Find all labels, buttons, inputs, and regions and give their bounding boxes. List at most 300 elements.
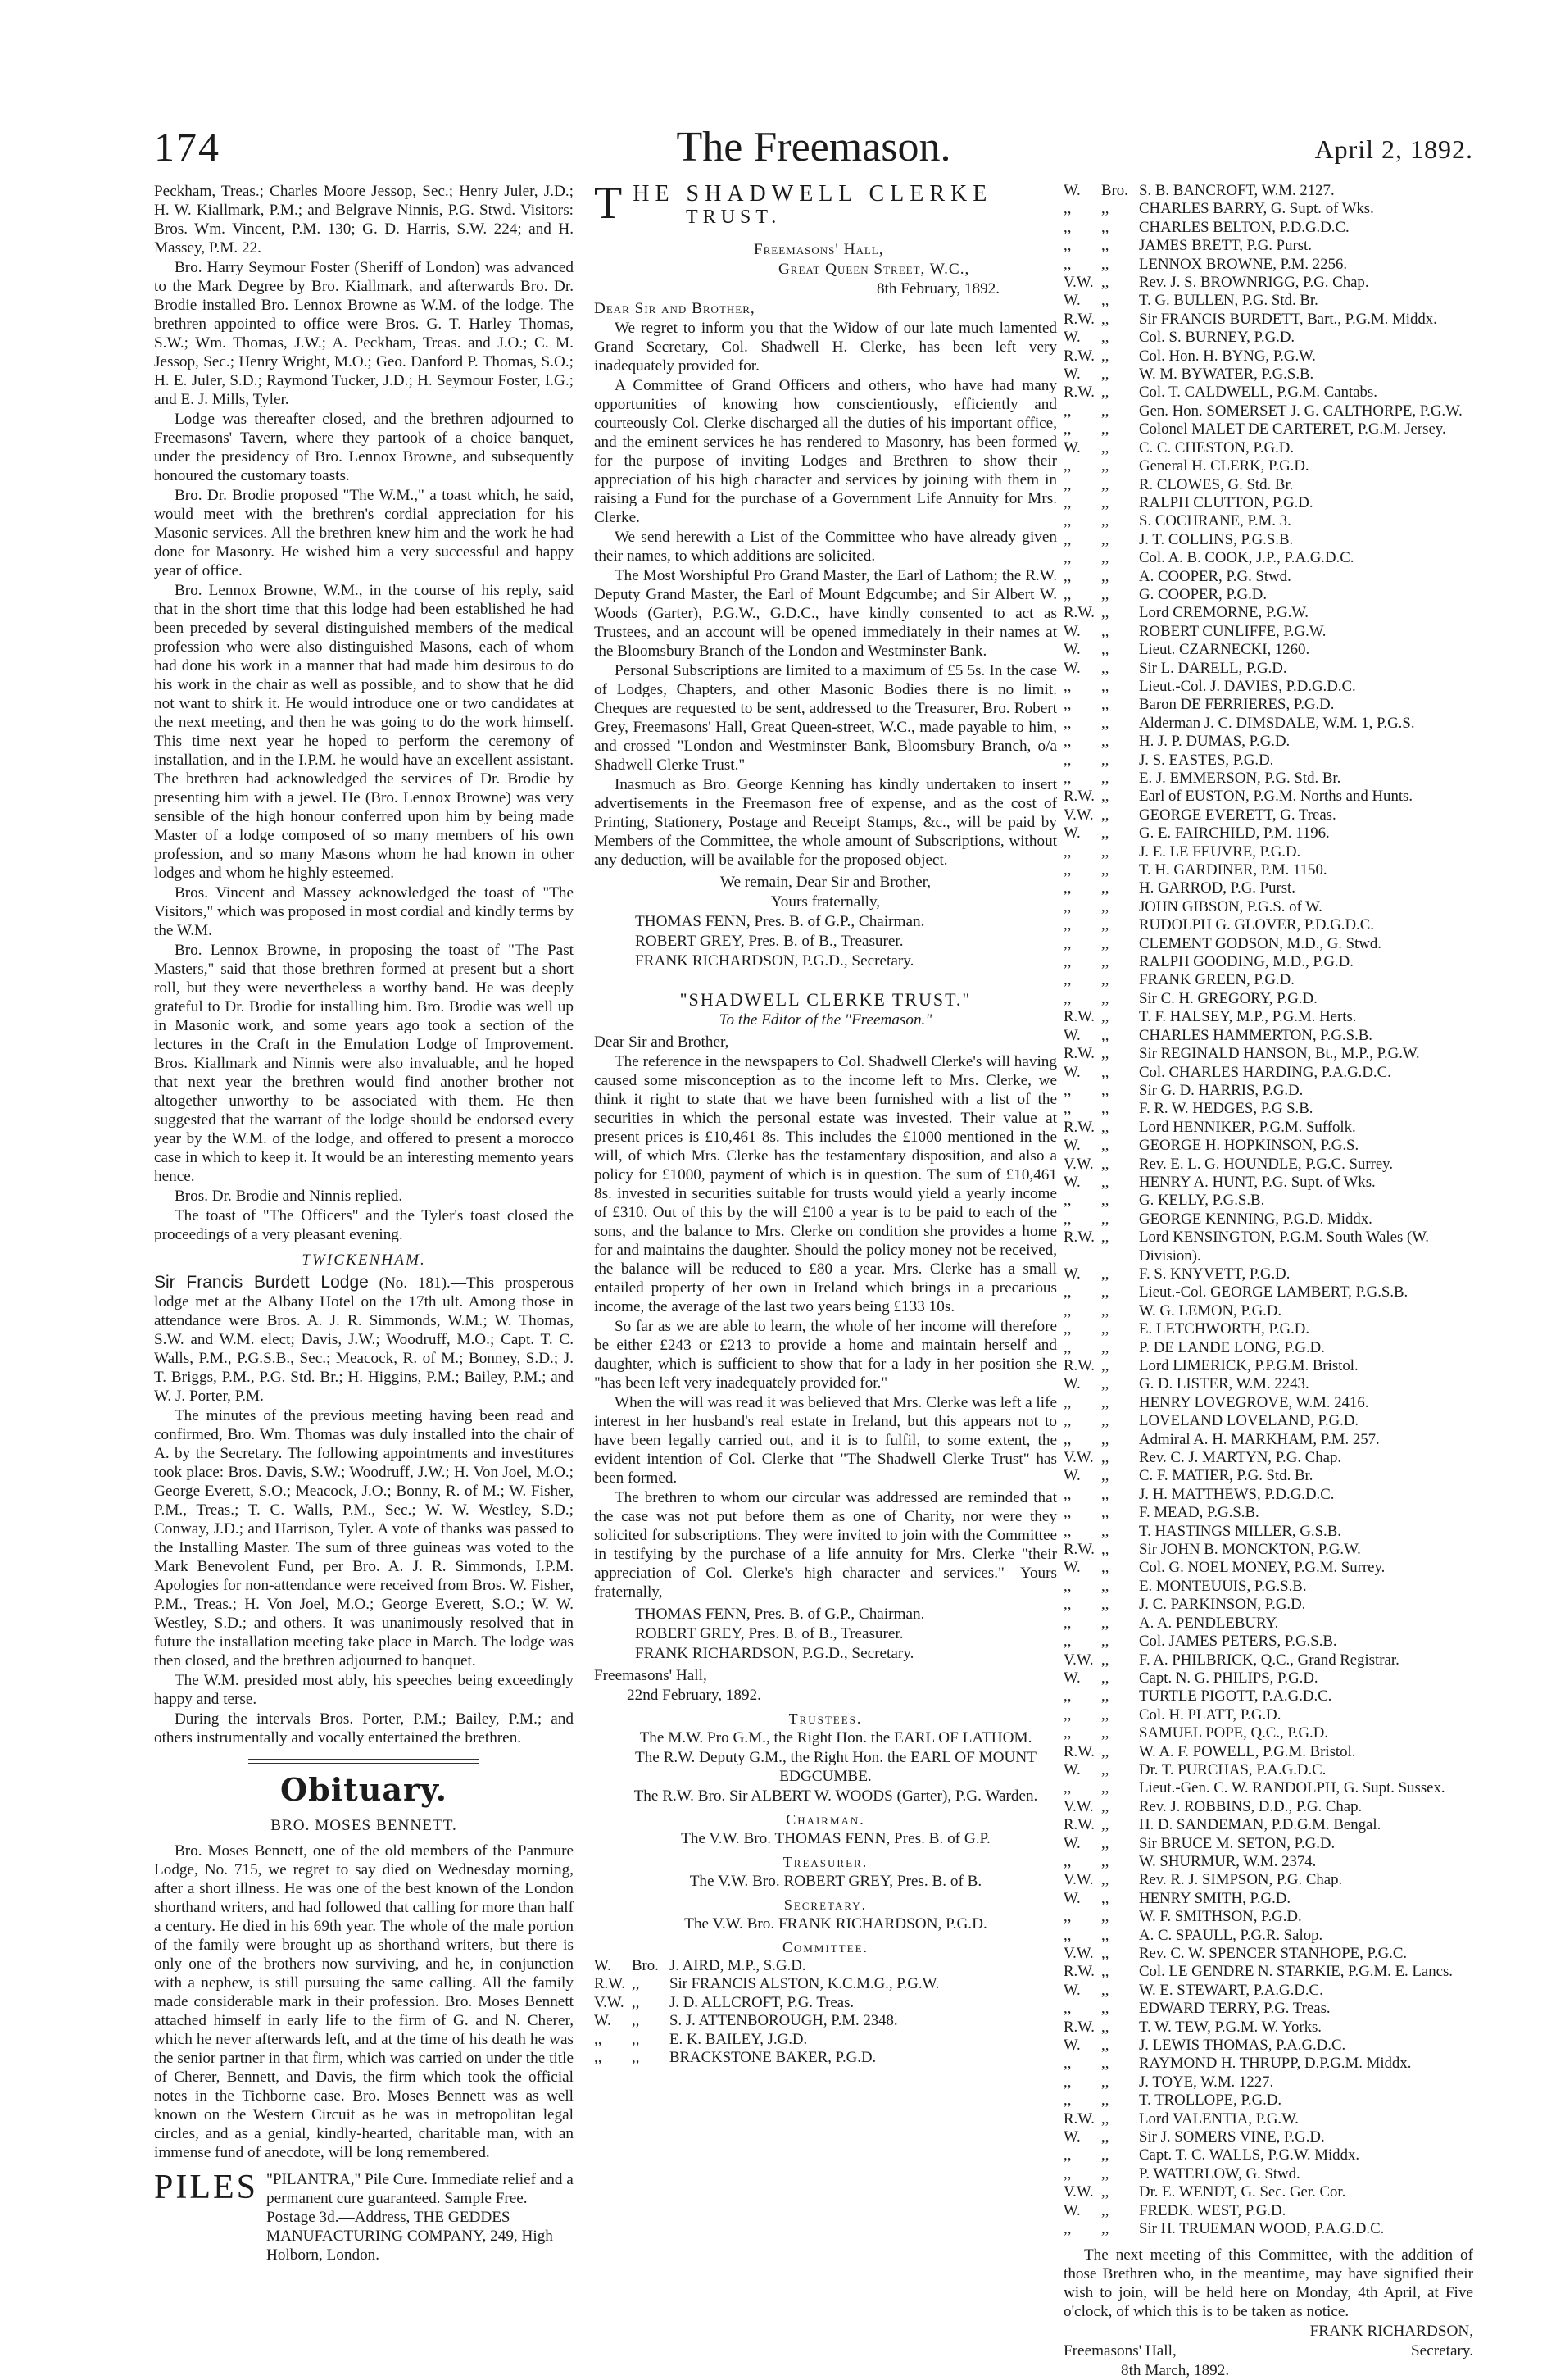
member-rank: ,,	[1064, 2164, 1072, 2182]
member-rank: ,,	[1064, 1485, 1072, 1503]
member-name: G. COOPER, P.G.D.	[1139, 585, 1268, 603]
obituary-heading: Obituary.	[280, 1771, 447, 1808]
committee-member-row	[1064, 1064, 1473, 1082]
member-rank: W.	[1064, 1559, 1081, 1577]
member-brother: ,,	[1101, 1889, 1109, 1907]
member-rank: W.	[1064, 1063, 1081, 1081]
member-brother: ,,	[1101, 1724, 1109, 1742]
member-name: FRANK GREEN, P.G.D.	[1139, 971, 1295, 989]
committee-member-row	[1064, 1082, 1473, 1100]
member-rank: ,,	[1064, 2146, 1072, 2164]
member-rank: ,,	[1064, 567, 1072, 585]
committee-member-row	[1064, 1119, 1473, 1137]
member-rank: V.W.	[1064, 1155, 1094, 1173]
committee-member-row	[1064, 1229, 1473, 1265]
member-brother: ,,	[1101, 604, 1109, 622]
member-name: Col. LE GENDRE N. STARKIE, P.G.M. E. Lancs.	[1139, 1963, 1453, 1981]
member-name: T. TROLLOPE, P.G.D.	[1139, 2092, 1282, 2110]
committee-member-row	[1064, 1008, 1473, 1026]
member-rank: R.W.	[1064, 2018, 1095, 2036]
committee-member-row	[1064, 1633, 1473, 1651]
member-brother: ,,	[1101, 659, 1109, 677]
member-rank: V.W.	[1064, 1871, 1094, 1889]
member-rank: ,,	[1064, 934, 1072, 952]
member-brother: ,,	[1101, 585, 1109, 603]
member-rank: W.	[1064, 182, 1081, 199]
member-name: CHARLES BARRY, G. Supt. of Wks.	[1139, 200, 1374, 218]
letter-heading: "SHADWELL CLERKE TRUST."	[679, 989, 972, 1010]
committee-member-row	[1064, 1283, 1473, 1301]
member-rank: ,,	[1064, 879, 1072, 897]
member-name: CHARLES BELTON, P.D.G.D.C.	[1139, 218, 1350, 236]
member-brother: ,,	[1101, 1945, 1109, 1962]
secretary-entry: The V.W. Bro. FRANK RICHARDSON, P.G.D.	[684, 1915, 987, 1933]
committee-list-continued	[1064, 182, 1473, 2239]
member-rank: ,,	[1064, 751, 1072, 769]
member-brother: ,,	[1101, 1155, 1109, 1173]
member-rank: ,,	[1064, 2055, 1072, 2073]
member-rank: W.	[1064, 1467, 1081, 1485]
member-rank: ,,	[1064, 237, 1072, 255]
member-name: Lord HENNIKER, P.G.M. Suffolk.	[1139, 1118, 1356, 1136]
committee-member-row	[1064, 531, 1473, 549]
committee-member-row	[1064, 182, 1473, 200]
member-brother: ,,	[1101, 1045, 1109, 1063]
member-rank: W.	[1064, 329, 1081, 347]
member-brother: ,,	[1101, 1137, 1109, 1155]
member-brother: ,,	[1101, 1375, 1109, 1393]
member-name: Col. H. PLATT, P.G.D.	[1139, 1706, 1281, 1724]
notice-signature: FRANK RICHARDSON,	[1309, 2322, 1473, 2340]
column-right	[1064, 182, 1473, 2379]
member-rank: ,,	[1064, 1192, 1072, 1210]
member-rank: W.	[1064, 1760, 1081, 1778]
committee-member-row	[1064, 1156, 1473, 1174]
committee-member-row	[1064, 1431, 1473, 1449]
member-brother: ,,	[1101, 366, 1109, 384]
member-rank: ,,	[1064, 861, 1072, 879]
committee-member-row	[1064, 1486, 1473, 1504]
member-rank: ,,	[1064, 530, 1072, 548]
member-rank: ,,	[1064, 1393, 1072, 1411]
member-rank: ,,	[1064, 218, 1072, 236]
member-name: Lieut.-Col. GEORGE LAMBERT, P.G.S.B.	[1139, 1283, 1408, 1301]
member-brother: ,,	[1101, 1541, 1109, 1559]
committee-member-row	[1064, 1265, 1473, 1283]
paragraph: Bro. Lennox Browne, in proposing the toast of "The Past Masters," said that those brethren formed at present but a short roll, but they were nevertheless a worthy band. He was deeply grateful to Dr. Brodie for installing him. Bro. Brodie was well up in Masonic work, and some years ago took a section of the lectures in the Craft in the Emulation Lodge of Improvement. Bros. Kiallmark and Ninnis were also invaluable, and he hoped that next year the brethren would find another brother not altogether unworthy to be associated with them. He then suggested that the warrant of the lodge should be endorsed every year by the W.M. of the lodge, and offered to present a morocco case in which to keep it. It would be an interesting memento years hence.	[154, 942, 574, 1185]
member-rank: W.	[1064, 824, 1081, 843]
member-brother: ,,	[1101, 879, 1109, 897]
member-brother: ,,	[1101, 1834, 1109, 1852]
member-brother: ,,	[1101, 310, 1109, 328]
notice-place	[1064, 2341, 1473, 2360]
member-rank: ,,	[1064, 1614, 1072, 1632]
member-name: W. M. BYWATER, P.G.S.B.	[1139, 366, 1314, 384]
committee-member-row	[594, 2012, 1057, 2030]
committee-member-row	[1064, 715, 1473, 733]
paragraph: Bro. Dr. Brodie proposed "The W.M.," a toast which, he said, would meet with the brethren's cordial appreciation for his Masonic services. All the brethren knew him and the work he had done for Masonry. He wished him a very successful and happy year of office.	[154, 487, 574, 579]
member-brother: ,,	[1101, 2110, 1109, 2128]
member-name: Lord VALENTIA, P.G.W.	[1139, 2110, 1299, 2128]
member-brother: ,,	[1101, 1229, 1109, 1247]
committee-member-row	[594, 1994, 1057, 2012]
member-brother: ,,	[1101, 1173, 1109, 1191]
member-name: Rev. R. J. SIMPSON, P.G. Chap.	[1139, 1871, 1343, 1889]
member-name: Earl of EUSTON, P.G.M. Norths and Hunts.	[1139, 788, 1413, 806]
member-rank: V.W.	[1064, 806, 1094, 824]
committee-member-row	[1064, 512, 1473, 530]
member-brother: ,,	[1101, 1706, 1109, 1724]
committee-member-row	[1064, 953, 1473, 971]
committee-member-row	[1064, 1339, 1473, 1357]
committee-member-row	[1064, 1523, 1473, 1541]
member-rank: ,,	[1064, 402, 1072, 420]
member-name: Capt. N. G. PHILIPS, P.G.D.	[1139, 1669, 1318, 1687]
committee-member-row	[1064, 1045, 1473, 1063]
member-rank: ,,	[1064, 549, 1072, 567]
closing-line: We remain, Dear Sir and Brother,	[719, 874, 932, 891]
member-name: Admiral A. H. MARKHAM, P.M. 257.	[1139, 1430, 1380, 1448]
member-brother: ,,	[1101, 1265, 1109, 1283]
paragraph: The minutes of the previous meeting having been read and confirmed, Bro. Wm. Thomas was duly installed into the chair of A. by the Secretary. The following appointments and investitures took place: Bros. Davis, S.W.; Woodruff, J.W.; H. Von Joel, M.O.; George Everett, S.O.; Meacock, J.O.; Bonny, R. of M.; W. Fisher, P.M., Treas.; T. C. Walls, P.M., Sec.; W. W. Westley, S.D.; Conway, J.D.; and Harrison, Tyler. A vote of thanks was passed to the Installing Master. The sum of three guineas was voted to the Mark Benevolent Fund, per Bro. A. J. R. Simmonds, I.P.M. Apologies for non-attendance were received from Bros. W. Fisher, P.M., Treas.; H. Von Joel, M.O.; George Everett, S.O.; W. W. Westley, S.D.; and others. It was unanimously resolved that in future the installation meeting take place in March. The lodge was then closed, and the brethren adjourned to banquet.	[154, 1407, 574, 1669]
member-brother: ,,	[1101, 475, 1109, 493]
member-rank: ,,	[1064, 1577, 1072, 1595]
committee-member-row	[1064, 2055, 1473, 2073]
paragraph: We regret to inform you that the Widow of our late much lamented Grand Secretary, Col. Shadwell H. Clerke, has been left very inadequately provided for.	[594, 320, 1057, 375]
committee-member-row	[1064, 2128, 1473, 2146]
member-brother: ,,	[1101, 1522, 1109, 1540]
member-brother: ,,	[1101, 770, 1109, 787]
member-brother: ,,	[1101, 1412, 1109, 1430]
member-name: T. G. BULLEN, P.G. Std. Br.	[1139, 292, 1318, 310]
member-name: W. SHURMUR, W.M. 2374.	[1139, 1852, 1317, 1870]
member-name: E. LETCHWORTH, P.G.D.	[1139, 1320, 1310, 1338]
committee-member-row	[1064, 2220, 1473, 2238]
member-name: Alderman J. C. DIMSDALE, W.M. 1, P.G.S.	[1139, 714, 1415, 732]
member-name: W. F. SMITHSON, P.G.D.	[1139, 1908, 1302, 1926]
member-name: LOVELAND LOVELAND, P.G.D.	[1139, 1412, 1359, 1430]
member-rank: W.	[1064, 2128, 1081, 2146]
member-brother: ,,	[1101, 493, 1109, 511]
newspaper-title: The Freemason.	[676, 124, 951, 170]
member-brother: ,,	[632, 2030, 640, 2048]
committee-member-row	[1064, 384, 1473, 402]
committee-member-row	[1064, 1174, 1473, 1192]
member-brother: ,,	[1101, 843, 1109, 861]
member-brother: ,,	[1101, 1283, 1109, 1301]
member-name: Lieut. CZARNECKI, 1260.	[1139, 641, 1310, 659]
member-rank: ,,	[1064, 1320, 1072, 1338]
member-brother: ,,	[1101, 1301, 1109, 1319]
address-line: Freemasons' Hall,	[753, 241, 884, 258]
member-brother: ,,	[1101, 1908, 1109, 1926]
member-rank: W.	[1064, 1669, 1081, 1687]
member-brother: ,,	[1101, 861, 1109, 879]
member-name: GEORGE KENNING, P.G.D. Middx.	[1139, 1210, 1372, 1228]
member-name: Col. JAMES PETERS, P.G.S.B.	[1139, 1633, 1337, 1651]
member-name: Capt. T. C. WALLS, P.G.W. Middx.	[1139, 2146, 1360, 2164]
member-name: Lord CREMORNE, P.G.W.	[1139, 604, 1309, 622]
member-rank: ,,	[1064, 897, 1072, 915]
member-name: RALPH CLUTTON, P.G.D.	[1139, 493, 1313, 511]
member-brother: ,,	[1101, 1485, 1109, 1503]
member-brother: ,,	[1101, 2128, 1109, 2146]
member-brother: ,,	[1101, 2018, 1109, 2036]
member-name: H. D. SANDEMAN, P.D.G.M. Bengal.	[1139, 1816, 1381, 1834]
member-name: J. E. LE FEUVRE, P.G.D.	[1139, 843, 1301, 861]
member-name: P. DE LANDE LONG, P.G.D.	[1139, 1338, 1325, 1356]
member-rank: R.W.	[1064, 1541, 1095, 1559]
committee-member-row	[1064, 604, 1473, 622]
member-name: Sir BRUCE M. SETON, P.G.D.	[1139, 1834, 1336, 1852]
member-brother: ,,	[1101, 1871, 1109, 1889]
committee-member-row	[1064, 1687, 1473, 1706]
member-rank: ,,	[1064, 1908, 1072, 1926]
committee-member-row	[1064, 256, 1473, 274]
committee-member-row	[1064, 1394, 1473, 1412]
member-brother: ,,	[1101, 1981, 1109, 1999]
committee-member-row	[1064, 549, 1473, 567]
member-rank: W.	[1064, 1265, 1081, 1283]
committee-member-row	[1064, 2073, 1473, 2092]
member-name: FREDK. WEST, P.G.D.	[1139, 2201, 1286, 2219]
member-rank: W.	[1064, 1137, 1081, 1155]
member-name: Sir J. SOMERS VINE, P.G.D.	[1139, 2128, 1325, 2146]
member-name: P. WATERLOW, G. Stwd.	[1139, 2164, 1300, 2182]
member-brother: ,,	[1101, 567, 1109, 585]
committee-list	[594, 1957, 1057, 2067]
member-brother: ,,	[1101, 1100, 1109, 1118]
member-rank: V.W.	[1064, 2183, 1094, 2201]
committee-member-row	[594, 1957, 1057, 1975]
committee-member-row	[1064, 2146, 1473, 2164]
member-rank: ,,	[1064, 420, 1072, 438]
member-rank: ,,	[1064, 1706, 1072, 1724]
committee-member-row	[1064, 1927, 1473, 1945]
member-brother: ,,	[1101, 696, 1109, 714]
member-rank: V.W.	[1064, 1449, 1094, 1467]
member-brother: ,,	[1101, 1026, 1109, 1044]
committee-member-row	[1064, 2037, 1473, 2055]
member-name: Baron DE FERRIERES, P.G.D.	[1139, 696, 1335, 714]
member-name: Lord LIMERICK, P.P.G.M. Bristol.	[1139, 1357, 1359, 1374]
committee-member-row	[1064, 1890, 1473, 1908]
member-brother: ,,	[1101, 2220, 1109, 2238]
committee-member-row	[1064, 2092, 1473, 2110]
member-name: R. CLOWES, G. Std. Br.	[1139, 475, 1294, 493]
member-brother: ,,	[1101, 989, 1109, 1007]
committee-member-row	[594, 2031, 1057, 2049]
member-rank: ,,	[1064, 1926, 1072, 1944]
committee-member-row	[1064, 861, 1473, 879]
paragraph: The reference in the newspapers to Col. Shadwell Clerke's will having caused some misconception as to the income left to Mrs. Clerke, we think it right to state that we have been furnished with a list of the securities in which the personal estate was invested. Their value at present prices is £10,461 8s. This includes the £1000 mentioned in the will, of which Mrs. Clerke has the testamentary disposition, and also a policy for £1000, payment of which is in question. The sum of £10,461 8s. invested in securities suitable for trusts would yield a yearly income of £310. Out of this by the will £100 a year is to be paid to each of the sons, and the balance to Mrs. Clerke on condition she provides a home for and maintains the daughter. Should the policy money not be received, the balance will be reduced to £80 a year. Mrs. Clerke has a small entailed property of her own in Ireland which brings in a precarious income, the average of the last two years being £133 10s.	[594, 1053, 1057, 1315]
treasurer-heading: Treasurer.	[782, 1854, 869, 1870]
paragraph: Bros. Dr. Brodie and Ninnis replied.	[174, 1188, 403, 1205]
committee-member-row	[1064, 916, 1473, 934]
member-brother: ,,	[1101, 402, 1109, 420]
member-rank: ,,	[1064, 2000, 1072, 2018]
notice-place-text: Freemasons' Hall,	[1064, 2341, 1177, 2360]
member-rank: R.W.	[1064, 788, 1095, 806]
member-name: J. AIRD, M.P., S.G.D.	[669, 1957, 806, 1974]
member-name: A. COOPER, P.G. Stwd.	[1139, 567, 1291, 585]
committee-heading: Committee.	[782, 1939, 869, 1955]
member-name: CHARLES HAMMERTON, P.G.S.B.	[1139, 1026, 1372, 1044]
member-rank: R.W.	[1064, 1045, 1095, 1063]
member-name: GEORGE EVERETT, G. Treas.	[1139, 806, 1336, 824]
member-name: General H. CLERK, P.G.D.	[1139, 457, 1309, 475]
member-name: Col. A. B. COOK, J.P., P.A.G.D.C.	[1139, 549, 1354, 567]
member-brother: ,,	[1101, 1357, 1109, 1374]
member-name: BRACKSTONE BAKER, P.G.D.	[669, 2049, 877, 2067]
committee-member-row	[1064, 1779, 1473, 1797]
member-rank: W.	[1064, 1026, 1081, 1044]
committee-member-row	[1064, 806, 1473, 824]
paragraph: Lodge was thereafter closed, and the brethren adjourned to Freemasons' Tavern, where they partook of a choice banquet, under the presidency of Bro. Lennox Browne, and subsequently honoured the customary toasts.	[154, 411, 574, 484]
article-subheading: TRUST.	[686, 207, 782, 228]
member-rank: ,,	[1064, 1301, 1072, 1319]
trustee-entry: The R.W. Bro. Sir ALBERT W. WOODS (Garter), P.G. Warden.	[633, 1787, 1038, 1805]
member-brother: ,,	[1101, 1338, 1109, 1356]
member-rank: ,,	[1064, 770, 1072, 787]
member-name: J. T. COLLINS, P.G.S.B.	[1139, 530, 1294, 548]
advert-keyword: PILES	[154, 2169, 259, 2206]
member-brother: ,,	[1101, 549, 1109, 567]
member-name: GEORGE H. HOPKINSON, P.G.S.	[1139, 1137, 1359, 1155]
member-rank: V.W.	[1064, 1797, 1094, 1815]
member-name: J. C. PARKINSON, P.G.D.	[1139, 1596, 1306, 1614]
member-name: Sir L. DARELL, P.G.D.	[1139, 659, 1287, 677]
member-brother: ,,	[1101, 751, 1109, 769]
member-brother: ,,	[1101, 512, 1109, 530]
member-brother: ,,	[1101, 714, 1109, 732]
member-name: S. B. BANCROFT, W.M. 2127.	[1139, 182, 1335, 199]
member-name: JOHN GIBSON, P.G.S. of W.	[1139, 897, 1322, 915]
member-name: CLEMENT GODSON, M.D., G. Stwd.	[1139, 934, 1381, 952]
member-rank: ,,	[1064, 843, 1072, 861]
address-line: Great Queen Street, W.C.,	[778, 261, 970, 278]
signature-line: ROBERT GREY, Pres. B. of B., Treasurer.	[635, 933, 904, 950]
notice-signatory-title: Secretary.	[1411, 2341, 1473, 2360]
member-rank: W.	[1064, 438, 1081, 456]
committee-member-row	[1064, 1706, 1473, 1724]
member-brother: ,,	[1101, 1614, 1109, 1632]
member-name: E. K. BAILEY, J.G.D.	[669, 2030, 808, 2048]
paragraph: Inasmuch as Bro. George Kenning has kindly undertaken to insert advertisements in the Freemason free of expense, and as the cost of Printing, Stationery, Postage and Receipt Stamps, &c., will be paid by Members of the Committee, the whole amount of Subscriptions, without any deduction, will be available for the proposed object.	[594, 776, 1057, 869]
member-rank: R.W.	[1064, 1963, 1095, 1981]
member-brother: ,,	[1101, 1192, 1109, 1210]
member-brother: ,,	[1101, 2037, 1109, 2055]
committee-member-row	[1064, 1412, 1473, 1430]
advertisement	[154, 2170, 574, 2264]
committee-member-row	[1064, 1210, 1473, 1229]
column-left	[154, 182, 574, 2264]
member-rank: ,,	[1064, 512, 1072, 530]
paragraph: The Most Worshipful Pro Grand Master, the Earl of Lathom; the R.W. Deputy Grand Master, the Earl of Mount Edgcumbe; and Sir Albert W. Woods (Garter), P.G.W., G.D.C., have kindly consented to act as Trustees, and an account will be opened immediately in their names at the Bloomsbury Branch of the London and Westminster Bank.	[594, 567, 1057, 660]
member-brother: ,,	[1101, 1926, 1109, 1944]
member-brother: ,,	[1101, 1760, 1109, 1778]
member-rank: R.W.	[1064, 1816, 1095, 1834]
committee-member-row	[1064, 2019, 1473, 2037]
place-heading: TWICKENHAM.	[302, 1251, 426, 1269]
member-brother: ,,	[1101, 1742, 1109, 1760]
member-brother: ,,	[1101, 237, 1109, 255]
member-rank: ,,	[1064, 953, 1072, 971]
member-rank: R.W.	[1064, 384, 1095, 402]
committee-member-row	[1064, 1816, 1473, 1834]
committee-member-row	[1064, 274, 1473, 292]
member-brother: ,,	[1101, 897, 1109, 915]
member-rank: ,,	[1064, 1081, 1072, 1099]
trustees-heading: Trustees.	[788, 1710, 863, 1727]
member-brother: ,,	[1101, 200, 1109, 218]
member-rank: ,,	[1064, 1724, 1072, 1742]
member-name: Col. T. CALDWELL, P.G.M. Cantabs.	[1139, 384, 1377, 402]
member-name: J. D. ALLCROFT, P.G. Treas.	[669, 1993, 855, 2011]
heading-text: HE SHADWELL CLERKE	[633, 181, 993, 207]
member-name: J. S. EASTES, P.G.D.	[1139, 751, 1274, 769]
member-rank: R.W.	[1064, 2110, 1095, 2128]
committee-member-row	[1064, 1761, 1473, 1779]
member-name: Sir JOHN B. MONCKTON, P.G.W.	[1139, 1541, 1361, 1559]
committee-member-row	[1064, 1596, 1473, 1614]
member-name: RALPH GOODING, M.D., P.G.D.	[1139, 953, 1354, 971]
member-brother: ,,	[1101, 1118, 1109, 1136]
member-rank: V.W.	[1064, 274, 1094, 292]
committee-member-row	[1064, 1027, 1473, 1045]
member-name: F. S. KNYVETT, P.G.D.	[1139, 1265, 1291, 1283]
issue-date: April 2, 1892.	[1314, 134, 1473, 164]
member-rank: R.W.	[1064, 1742, 1095, 1760]
paragraph: Bros. Vincent and Massey acknowledged the toast of "The Visitors," which was proposed in most cordial and kindly terms by the W.M.	[154, 884, 574, 939]
member-rank: ,,	[1064, 2073, 1072, 2091]
member-brother: ,,	[1101, 1393, 1109, 1411]
member-brother: Bro.	[632, 1957, 659, 1974]
member-rank: W.	[1064, 622, 1081, 640]
member-rank: ,,	[1064, 1283, 1072, 1301]
member-rank: W.	[594, 1957, 611, 1974]
member-brother: ,,	[1101, 934, 1109, 952]
committee-member-row	[1064, 1504, 1473, 1522]
member-brother: ,,	[1101, 1577, 1109, 1595]
member-name: LENNOX BROWNE, P.M. 2256.	[1139, 255, 1348, 273]
member-rank: ,,	[594, 2049, 602, 2067]
salutation: Dear Sir and Brother,	[594, 1033, 729, 1051]
member-rank: R.W.	[1064, 604, 1095, 622]
member-brother: ,,	[1101, 916, 1109, 934]
member-rank: ,,	[1064, 989, 1072, 1007]
committee-member-row	[1064, 1945, 1473, 1963]
committee-member-row	[1064, 439, 1473, 457]
committee-member-row	[1064, 788, 1473, 806]
member-name: Rev. C. W. SPENCER STANHOPE, P.G.C.	[1139, 1945, 1408, 1962]
address-date: 8th February, 1892.	[876, 280, 1000, 298]
member-brother: ,,	[1101, 420, 1109, 438]
member-brother: ,,	[1101, 218, 1109, 236]
member-name: S. COCHRANE, P.M. 3.	[1139, 512, 1291, 530]
member-brother: ,,	[1101, 1797, 1109, 1815]
chairman-entry: The V.W. Bro. THOMAS FENN, Pres. B. of G.P.	[681, 1830, 991, 1847]
committee-member-row	[1064, 1724, 1473, 1742]
member-name: Sir C. H. GREGORY, P.G.D.	[1139, 989, 1318, 1007]
member-name: G. KELLY, P.G.S.B.	[1139, 1192, 1265, 1210]
member-name: RUDOLPH G. GLOVER, P.D.G.D.C.	[1139, 916, 1374, 934]
member-brother: ,,	[1101, 641, 1109, 659]
committee-member-row	[1064, 457, 1473, 475]
committee-member-row	[1064, 1798, 1473, 1816]
member-name: Rev. C. J. MARTYN, P.G. Chap.	[1139, 1449, 1342, 1467]
member-name: H. J. P. DUMAS, P.G.D.	[1139, 733, 1291, 751]
